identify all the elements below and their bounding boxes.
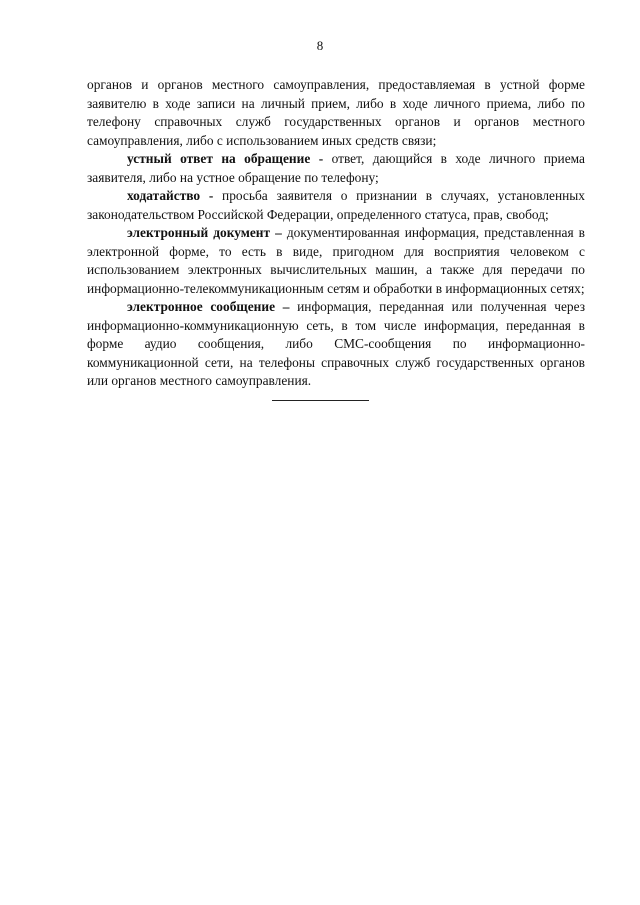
definition-text: информация, переданная или полученная через информационно-коммуникационную сеть, в том числе информация, переданная в форме аудио сообщения, либо СМС-сообщения по информационно-коммуникационной сети, на телефоны справочных служб государственных органов или органов местного самоуправления. [87, 299, 585, 388]
paragraph-continuation [87, 76, 585, 150]
definition-term: устный ответ на обращение - [127, 151, 324, 166]
paragraph-electronic-document [87, 224, 585, 298]
definition-text: просьба заявителя о признании в случаях, установленных законодательством Российской Федерации, определенного статуса, прав, свобод; [87, 188, 585, 222]
definition-text: ответ, дающийся в ходе личного приема заявителя, либо на устное обращение по телефону; [87, 151, 585, 185]
definition-term: электронный документ – [127, 225, 282, 240]
document-body [87, 76, 585, 391]
paragraph-petition [87, 187, 585, 224]
paragraph-text: органов и органов местного самоуправления, предоставляемая в устной форме заявителю в ходе записи на личный прием, либо в ходе личного приема, либо по телефону справочных служб государственных органов и органов местного самоуправления, либо с использованием иных средств связи; [87, 77, 585, 148]
definition-text: документированная информация, представленная в электронной форме, то есть в виде, пригодном для восприятия человеком с использованием электронных вычислительных машин, а также для передачи по информационно-телекоммуникационным сетям и обработки в информационных сетях; [87, 225, 585, 296]
paragraph-oral-answer [87, 150, 585, 187]
paragraph-electronic-message [87, 298, 585, 391]
definition-term: ходатайство - [127, 188, 214, 203]
definition-term: электронное сообщение – [127, 299, 290, 314]
page-number: 8 [316, 38, 324, 53]
end-of-document-rule [272, 400, 369, 401]
